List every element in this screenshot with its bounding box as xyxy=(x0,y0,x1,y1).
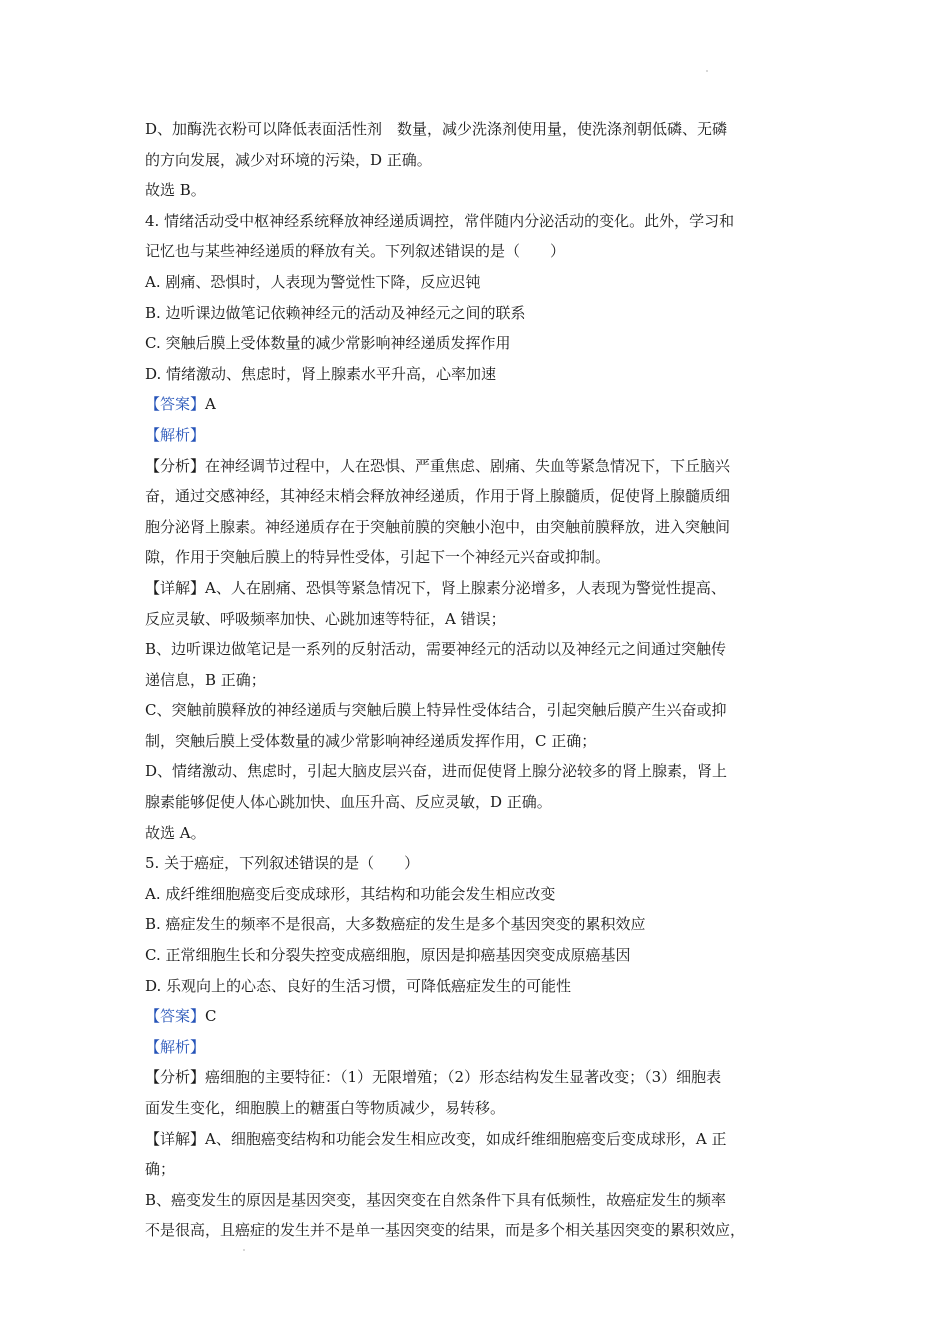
line-text: A、细胞癌变结构和功能会发生相应改变，如成纤维细胞癌变后变成球形，A 正 xyxy=(205,1129,727,1148)
text-line xyxy=(145,756,810,787)
text-line xyxy=(145,328,810,359)
line-text: C. 突触后膜上受体数量的减少常影响神经递质发挥作用 xyxy=(145,334,511,353)
line-text: 反应灵敏、呼吸频率加快、心跳加速等特征，A 错误； xyxy=(145,609,506,628)
line-text: B. 癌症发生的频率不是很高，大多数癌症的发生是多个基因突变的累积效应 xyxy=(145,915,646,934)
line-text: A. 剧痛、恐惧时，人表现为警觉性下降，反应迟钝 xyxy=(145,272,481,291)
text-line xyxy=(145,665,810,696)
line-text: A. 成纤维细胞癌变后变成球形，其结构和功能会发生相应改变 xyxy=(145,884,556,903)
line-text: C. 正常细胞生长和分裂失控变成癌细胞，原因是抑癌基因突变成原癌基因 xyxy=(145,946,631,965)
text-line xyxy=(145,604,810,635)
text-line xyxy=(145,940,810,971)
section-line xyxy=(145,389,810,420)
line-text: 奋，通过交感神经，其神经末梢会释放神经递质，作用于肾上腺髓质，促使肾上腺髓质细 xyxy=(145,487,731,506)
line-text: 4. 情绪活动受中枢神经系统释放神经递质调控，常伴随内分泌活动的变化。此外，学习和 xyxy=(145,211,735,230)
line-text: D、加酶洗衣粉可以降低表面活性剂 数量，减少洗涤剂使用量，使洗涤剂朝低磷、无磷 xyxy=(145,120,728,138)
line-text: 不是很高，且癌症的发生并不是单一基因突变的结果，而是多个相关基因突变的累积效应， xyxy=(145,1221,746,1240)
text-line xyxy=(145,359,810,390)
text-line xyxy=(145,298,810,329)
scan-dot xyxy=(243,1249,245,1251)
line-text: B、边听课边做笔记是一系列的反射活动，需要神经元的活动以及神经元之间通过突触传 xyxy=(145,640,727,659)
line-text: A xyxy=(205,395,216,414)
section-tag: 【答案】 xyxy=(145,395,206,414)
text-line xyxy=(145,114,810,145)
text-line xyxy=(145,818,810,849)
section-tag: 【解析】 xyxy=(145,425,206,444)
section-line xyxy=(145,451,810,482)
line-text: 记忆也与某些神经递质的释放有关。下列叙述错误的是（ ） xyxy=(145,242,566,261)
text-line xyxy=(145,695,810,726)
section-line xyxy=(145,1001,810,1032)
document-body xyxy=(145,114,810,1246)
text-line xyxy=(145,879,810,910)
line-text: 确； xyxy=(145,1160,176,1179)
section-line xyxy=(145,1062,810,1093)
text-line xyxy=(145,1185,810,1216)
section-tag: 【解析】 xyxy=(145,1037,206,1056)
text-line xyxy=(145,542,810,573)
line-text: A、人在剧痛、恐惧等紧急情况下，肾上腺素分泌增多，人表现为警觉性提高、 xyxy=(205,578,726,597)
line-text: 腺素能够促使人体心跳加快、血压升高、反应灵敏，D 正确。 xyxy=(145,793,552,812)
section-line xyxy=(145,1032,810,1063)
text-line xyxy=(145,206,810,237)
text-line xyxy=(145,145,810,176)
section-line xyxy=(145,1124,810,1155)
text-line xyxy=(145,175,810,206)
section-tag: 【详解】 xyxy=(145,578,206,597)
text-line xyxy=(145,481,810,512)
text-line xyxy=(145,1154,810,1185)
line-text: 制，突触后膜上受体数量的减少常影响神经递质发挥作用，C 正确； xyxy=(145,731,597,750)
text-line xyxy=(145,726,810,757)
line-text: 在神经调节过程中，人在恐惧、严重焦虑、剧痛、失血等紧急情况下，下丘脑兴 xyxy=(205,456,731,475)
line-text: 故选 B。 xyxy=(145,181,206,200)
line-text: 递信息，B 正确； xyxy=(145,670,266,689)
section-tag: 【答案】 xyxy=(145,1007,206,1026)
line-text: B、癌变发生的原因是基因突变，基因突变在自然条件下具有低频性，故癌症发生的频率 xyxy=(145,1190,727,1209)
text-line xyxy=(145,634,810,665)
line-text: C、突触前膜释放的神经递质与突触后膜上特异性受体结合，引起突触后膜产生兴奋或抑 xyxy=(145,701,727,720)
line-text: D. 情绪激动、焦虑时，肾上腺素水平升高，心率加速 xyxy=(145,364,497,383)
text-line xyxy=(145,512,810,543)
scan-dot xyxy=(706,70,708,72)
line-text: 5. 关于癌症，下列叙述错误的是（ ） xyxy=(145,854,420,873)
text-line xyxy=(145,909,810,940)
text-line xyxy=(145,787,810,818)
text-line xyxy=(145,848,810,879)
line-text: 隙，作用于突触后膜上的特异性受体，引起下一个神经元兴奋或抑制。 xyxy=(145,548,611,567)
text-line xyxy=(145,267,810,298)
text-line xyxy=(145,1215,810,1246)
line-text: 面发生变化，细胞膜上的糖蛋白等物质减少，易转移。 xyxy=(145,1099,506,1117)
line-text: C xyxy=(205,1007,217,1026)
text-line xyxy=(145,1093,810,1124)
line-text: D. 乐观向上的心态、良好的生活习惯，可降低癌症发生的可能性 xyxy=(145,976,572,995)
text-line xyxy=(145,236,810,267)
line-text: D、情绪激动、焦虑时，引起大脑皮层兴奋，进而促使肾上腺分泌较多的肾上腺素，肾上 xyxy=(145,762,728,781)
section-tag: 【分析】 xyxy=(145,1068,206,1087)
line-text: 癌细胞的主要特征：（1）无限增殖；（2）形态结构发生显著改变；（3）细胞表 xyxy=(205,1068,722,1087)
line-text: 的方向发展，减少对环境的污染，D 正确。 xyxy=(145,150,432,169)
line-text: B. 边听课边做笔记依赖神经元的活动及神经元之间的联系 xyxy=(145,303,526,322)
text-line xyxy=(145,971,810,1002)
line-text: 故选 A。 xyxy=(145,823,206,842)
section-tag: 【详解】 xyxy=(145,1129,206,1148)
line-text: 胞分泌肾上腺素。神经递质存在于突触前膜的突触小泡中，由突触前膜释放，进入突触间 xyxy=(145,517,731,536)
section-line xyxy=(145,420,810,451)
section-tag: 【分析】 xyxy=(145,456,206,475)
section-line xyxy=(145,573,810,604)
